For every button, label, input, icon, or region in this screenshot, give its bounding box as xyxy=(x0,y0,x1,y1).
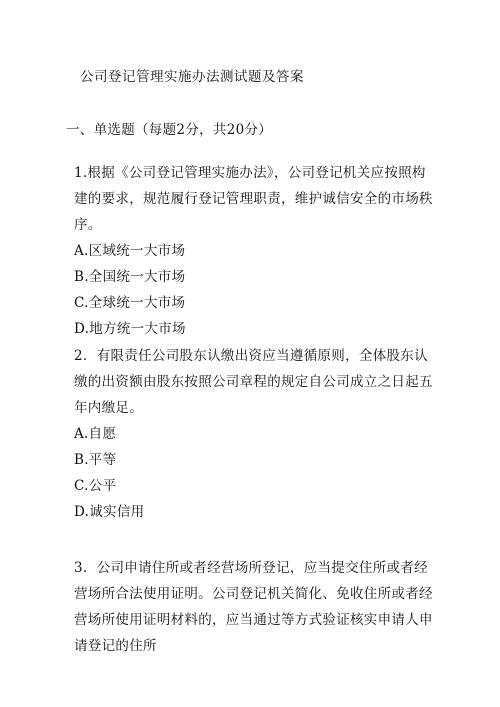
option-b: B.全国统一大市场 xyxy=(74,269,186,285)
question-stem: 2．有限责任公司股东认缴出资应当遵循原则，全体股东认缴的出资额由股东按照公司章程的规定自公司成立之日起五年内缴足。 xyxy=(74,348,433,416)
section-heading: 一、单选题（每题2分，共20分） xyxy=(66,122,273,138)
question-2 xyxy=(74,343,434,525)
option-a: A.自愿 xyxy=(74,426,117,442)
option-b: B.平等 xyxy=(74,452,117,468)
question-stem: 1.根据《公司登记管理实施办法》，公司登记机关应按照构建的要求，规范履行登记管理职责，维护诚信安全的市场秩序。 xyxy=(74,165,433,233)
document-title: 公司登记管理实施办法测试题及答案 xyxy=(80,69,304,85)
question-stem: 3．公司申请住所或者经营场所登记，应当提交住所或者经营场所合法使用证明。公司登记机关简化、免收住所或者经营场所使用证明材料的，应当通过等方式验证核实申请人申请登记的住所 xyxy=(74,560,433,654)
question-1 xyxy=(74,160,434,342)
option-c: C.公平 xyxy=(74,478,117,494)
option-d: D.诚实信用 xyxy=(74,504,145,520)
question-3 xyxy=(74,555,434,659)
option-c: C.全球统一大市场 xyxy=(74,295,186,311)
option-a: A.区域统一大市场 xyxy=(74,243,186,259)
option-d: D.地方统一大市场 xyxy=(74,321,186,337)
